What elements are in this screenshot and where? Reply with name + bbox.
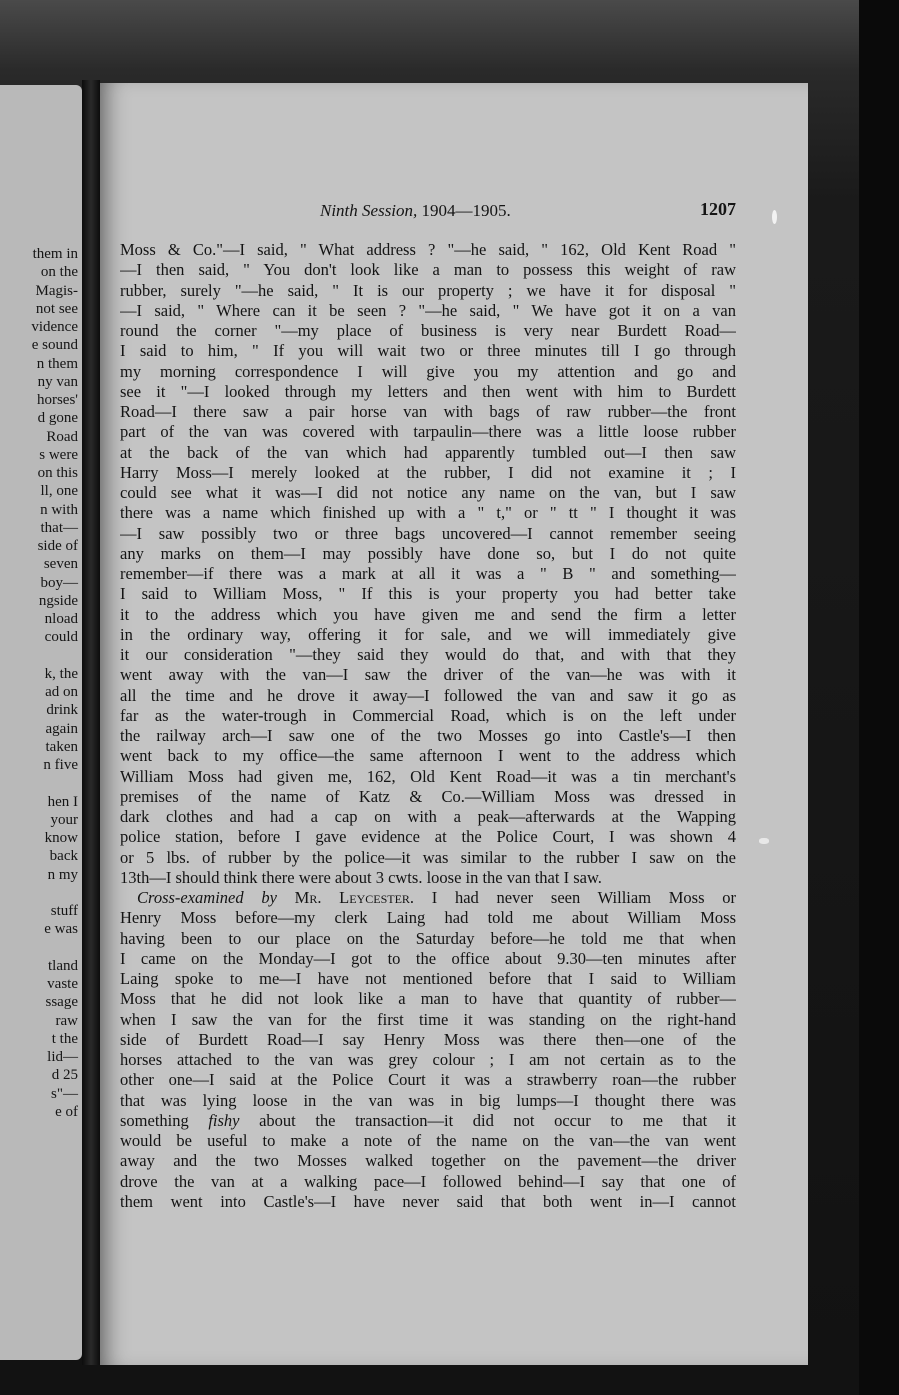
text-line: far as the water-trough in Commercial Road, which is on the left under [120,705,736,725]
left-page-fragment: ny van [37,373,78,390]
text-line: Laing spoke to me—I have not mentioned before that I said to William [120,969,736,988]
left-page-fragment: boy— [40,574,78,591]
left-page-fragment: on this [37,465,78,481]
left-page-fragment: could [44,629,78,646]
left-page-fragment: raw [55,1012,78,1029]
left-page-fragment: ngside [38,592,78,609]
text-line: my morning correspondence I will give you my attention and go and [120,361,736,381]
left-page-fragment: n with [40,501,78,518]
left-page-fragment: nload [44,611,78,627]
left-page-fragment: vaste [47,976,78,992]
text-line: see it "—I looked through my letters and then went with him to Burdett [120,381,736,401]
left-page-fragment: horses' [36,392,78,408]
text-line: 13th—I should think there were about 3 cwts. loose in the van that I saw. [120,867,602,887]
text-line: I said to him, " If you will wait two or three minutes till I go through [120,341,736,361]
running-head-session: Ninth Session, [320,201,418,220]
cross-examined-label: Cross-examined by [137,888,277,907]
left-page-fragment: seven [43,556,78,573]
left-page-fragment: stuff [50,903,78,919]
left-page-fragment: ssage [45,994,78,1011]
text-line: would be useful to make a note of the name on the van—the van went [120,1131,736,1150]
text-line: all the time and he drove it away—I followed the van and saw it go as [120,685,736,705]
text-line: the railway arch—I saw one of the two Mosses go into Castle's—I then [120,726,736,745]
left-page-fragment: hen I [47,793,78,810]
text-line: Road—I there saw a pair horse van with bags of raw rubber—the front [120,402,736,421]
running-head-years: 1904—1905. [417,201,511,220]
text-line: other one—I said at the Police Court it was a strawberry roan—the rubber [120,1070,736,1090]
left-page-fragment: again [45,720,78,737]
left-page-fragment: back [49,848,78,865]
left-page-fragment: your [50,811,78,828]
text-line: part of the van was covered with tarpaulin—there was a little loose rubber [120,422,736,442]
text-line: them went into Castle's—I have never said that both went in—I cannot [120,1191,736,1211]
text-line: I said to William Moss, " If this is your property you had better take [120,584,736,604]
text-line: horses attached to the van was grey colour ; I am not certain as to the [120,1050,736,1069]
text-line: dark clothes and had a cap on with a peak—afterwards at the Wapping [120,807,736,826]
text-line: it to the address which you have given me and send the firm a letter [120,604,736,624]
text-line: that was lying loose in the van was in big lumps—I thought there was [120,1090,736,1110]
text-line: remember—if there was a mark at all it was a " B " and something— [120,564,736,583]
left-page-fragment: k, the [44,665,78,682]
left-page-fragment: t the [51,1030,78,1047]
left-page-fragment: vidence [31,319,78,335]
text-line: went back to my office—the same afternoon I went to the address which [120,746,736,766]
text-line: Henry Moss before—my clerk Laing had told me about William Moss [120,908,736,928]
left-page-fragment: lid— [47,1049,78,1065]
text-line: —I said, " Where can it be seen ? "—he said, " We have got it on a van [120,300,736,320]
text-line: Moss & Co."—I said, " What address ? "—he said, " 162, Old Kent Road " [120,240,736,259]
fishy-line-start: something [120,1110,209,1130]
text-line: round the corner "—my place of business is very near Burdett Road— [120,321,736,340]
text-line: —I saw possibly two or three bags uncovered—I cannot remember seeing [120,523,736,543]
left-page-fragment: that— [40,519,78,536]
text-line: went away with the van—I saw the driver of the van—he was with it [120,665,736,685]
left-page-fragment: Road [46,428,78,445]
text-line: could see what it was—I did not notice any name on the van, but I saw [120,483,736,502]
text-line: it our consideration "—they said they would do that, and with that they [120,645,736,664]
text-line: Harry Moss—I merely looked at the rubber, I did not examine it ; I [120,462,736,482]
text-line: I came on the Monday—I got to the office about 9.30—ten minutes after [120,948,736,968]
page-number: 1207 [700,199,736,219]
left-page-fragment: s were [39,446,78,463]
text-line: any marks on them—I may possibly have done so, but I do not quite [120,543,736,563]
text-line: in the ordinary way, offering it for sale, and we will immediately give [120,624,736,644]
left-page-fragment: drink [46,702,78,719]
left-page-fragment: d gone [37,410,78,427]
text-line: premises of the name of Katz & Co.—William Moss was dressed in [120,786,736,806]
text-line: drove the van at a walking pace—I followed behind—I say that one of [120,1171,736,1191]
left-page-fragment: n my [47,866,78,883]
left-page-fragment: ad on [45,684,78,700]
fishy-line [120,1111,736,1131]
left-page-fragment: n them [36,355,78,372]
text-line: police station, before I gave evidence at the Police Court, I was shown 4 [120,827,736,847]
left-page-fragment: not see [35,300,78,317]
fishy-word: fishy [208,1110,240,1130]
text-line: at the back of the van which had apparently tumbled out—I then saw [120,442,736,462]
left-page-fragment: them in [32,246,78,262]
text-line: —I then said, " You don't look like a man to possess this weight of raw [120,260,736,280]
left-page-fragment: Magis- [35,282,78,299]
left-page-fragment: on the [40,264,78,281]
left-page-fragment: s"— [51,1085,78,1102]
text-line: Moss that he did not look like a man to have that quantity of rubber— [120,989,736,1009]
text-line: rubber, surely "—he said, " It is our property ; we have it for disposal " [120,280,736,300]
text-line: William Moss had given me, 162, Old Kent Road—it was a tin merchant's [120,766,736,786]
text-line: or 5 lbs. of rubber by the police—it was similar to the rubber I saw on the [120,847,736,867]
text-line: when I saw the van for the first time it was standing on the right-hand [120,1009,736,1029]
left-page-fragment: know [44,830,78,846]
text-line: having been to our place on the Saturday before—he told me that when [120,928,736,948]
text-line: there was a name which finished up with a " t," or " tt " I thought it was [120,503,736,523]
left-page-fragment: e sound [31,337,78,354]
left-page-fragment: n five [43,757,78,773]
fishy-line-end: about the transaction—it did not occur to me that it [239,1110,736,1130]
cross-examination-line [137,888,736,908]
left-page-fragment: e of [55,1103,78,1120]
counsel-name: Mr. Leycester. [276,888,415,907]
cross-examination-text: I had never seen William Moss or [414,888,736,907]
left-page-fragment: taken [45,738,78,755]
text-line: away and the two Mosses walked together on the pavement—the driver [120,1151,736,1171]
left-page-fragment: ll, one [40,483,78,500]
left-page-fragment: d 25 [51,1067,78,1084]
left-page-fragment: side of [37,538,78,554]
left-page-fragment: tland [48,957,78,974]
left-page-fragment: e was [44,921,78,938]
text-line: side of Burdett Road—I say Henry Moss was there then—one of the [120,1029,736,1049]
